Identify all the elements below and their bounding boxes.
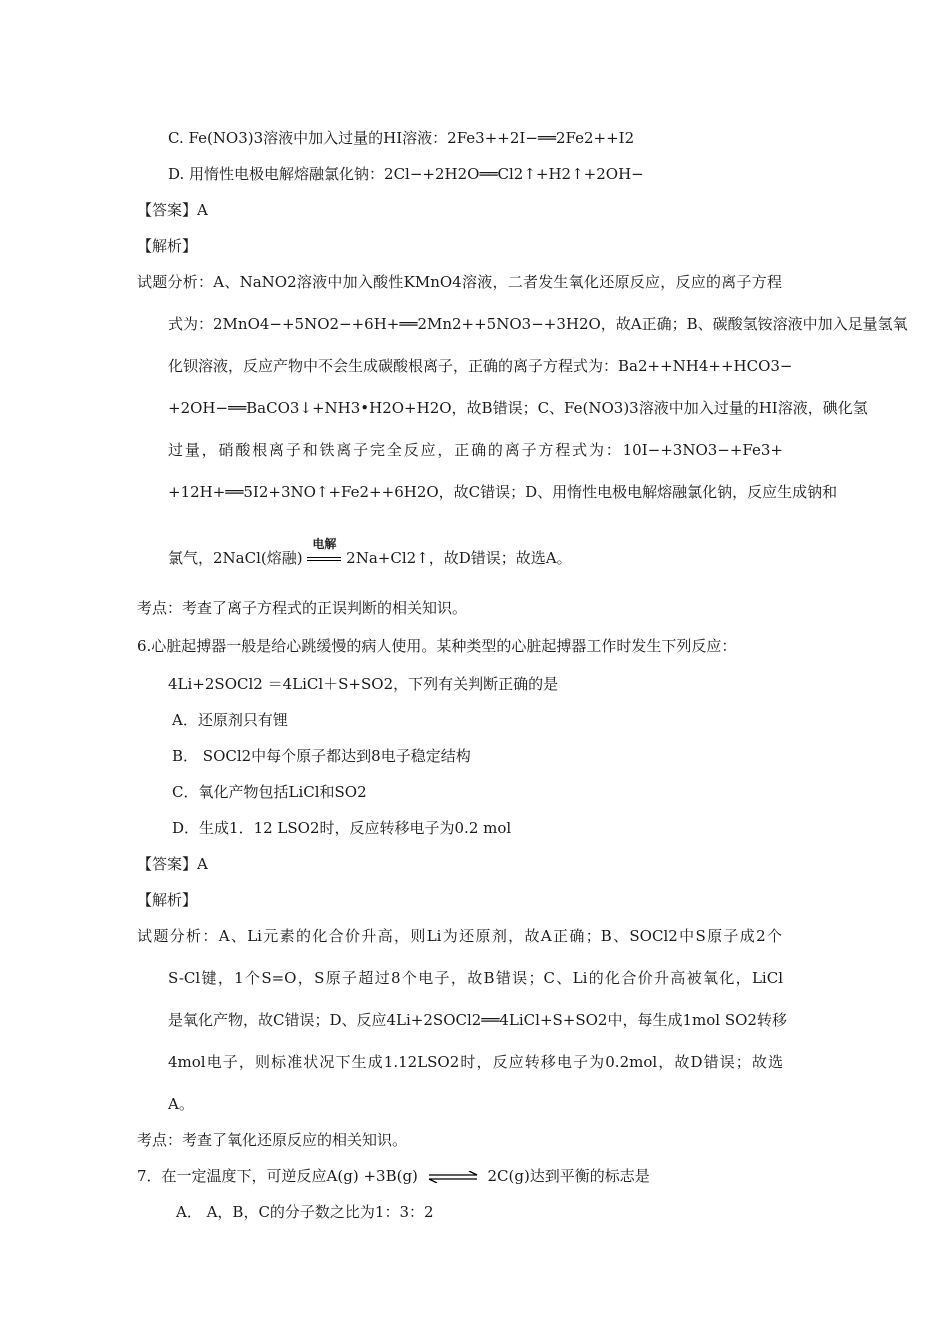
question-6-stem: 6.心脏起搏器一般是给心跳缓慢的病人使用。某种类型的心脏起搏器工作时发生下列反应：: [137, 637, 737, 655]
analysis-text-line: S-Cl键，1个S=O，S原子超过8个电子，故B错误；C、Li的化合价升高被氧化，LiCl: [168, 969, 783, 987]
q6-option-c: C．氧化产物包括LiCl和SO2: [172, 783, 367, 801]
point-line: 考点：考查了离子方程式的正误判断的相关知识。: [137, 599, 468, 617]
option-c-line: C. Fe(NO3)3溶液中加入过量的HI溶液：2Fe3++2I−══2Fe2++I2: [168, 129, 635, 147]
question-7-stem: [137, 1166, 650, 1186]
q6-option-d: D．生成1．12 LSO2时，反应转移电子为0.2 mol: [172, 819, 512, 837]
analysis-label: 【解析】: [137, 891, 198, 909]
q6-option-b: B． SOCl2中每个原子都达到8电子稳定结构: [172, 747, 471, 765]
q7-products: 2C(g)达到平衡的标志是: [487, 1167, 650, 1185]
answer-label: 【答案】A: [137, 201, 208, 219]
electrolysis-arrow: [307, 537, 341, 568]
question-6-reaction: 4Li+2SOCl2 ＝4LiCl＋S+SO2，下列有关判断正确的是: [168, 675, 559, 693]
answer-label: 【答案】A: [137, 855, 208, 873]
reversible-arrow-icon: [427, 1171, 479, 1183]
analysis-text-line: 是氧化产物，故C错误；D、反应4Li+2SOCl2══4LiCl+S+SO2中，每生成1mol SO2转移: [168, 1011, 787, 1029]
analysis-text-line: +2OH−══BaCO3↓+NH3•H2O+H2O，故B错误；C、Fe(NO3)3溶液中加入过量的HI溶液，碘化氢: [168, 399, 868, 417]
analysis-text-line: 4mol电子，则标准状况下生成1.12LSO2时，反应转移电子为0.2mol，故D错误；故选: [168, 1053, 783, 1071]
equation-reactant: 氯气，2NaCl(熔融): [168, 549, 303, 567]
analysis-text-line: 试题分析：A、Li元素的化合价升高，则Li为还原剂，故A正确；B、SOCl2中S原子成2个: [137, 927, 782, 945]
analysis-text-line: +12H+══5I2+3NO↑+Fe2++6H2O，故C错误；D、用惰性电极电解熔融氯化钠，反应生成钠和: [168, 483, 838, 501]
analysis-text-line: 式为：2MnO4−+5NO2−+6H+══2Mn2++5NO3−+3H2O，故A正确；B、碳酸氢铵溶液中加入足量氢氧: [168, 315, 908, 333]
q6-option-a: A．还原剂只有锂: [172, 711, 288, 729]
q7-reactants: 7．在一定温度下，可逆反应A(g) +3B(g): [137, 1167, 418, 1185]
electrolysis-equation-line: [168, 537, 572, 568]
analysis-label: 【解析】: [137, 237, 198, 255]
equation-product: 2Na+Cl2↑，故D错误；故选A。: [346, 549, 572, 567]
analysis-text-line: 过量，硝酸根离子和铁离子完全反应，正确的离子方程式为：10I−+3NO3−+Fe3+: [168, 441, 783, 459]
q7-option-a: A． A，B，C的分子数之比为1：3：2: [176, 1203, 434, 1221]
electrolysis-condition: 电解: [312, 537, 337, 551]
analysis-text-line: 试题分析：A、NaNO2溶液中加入酸性KMnO4溶液，二者发生氧化还原反应，反应的离子方程: [137, 273, 782, 291]
analysis-text-line: 化钡溶液，反应产物中不会生成碳酸根离子，正确的离子方程式为：Ba2++NH4++HCO3−: [168, 357, 793, 375]
point-line: 考点：考查了氧化还原反应的相关知识。: [137, 1131, 408, 1149]
analysis-text-line: A。: [168, 1095, 194, 1113]
option-d-line: D. 用惰性电极电解熔融氯化钠：2Cl−+2H2O══Cl2↑+H2↑+2OH−: [168, 165, 644, 183]
